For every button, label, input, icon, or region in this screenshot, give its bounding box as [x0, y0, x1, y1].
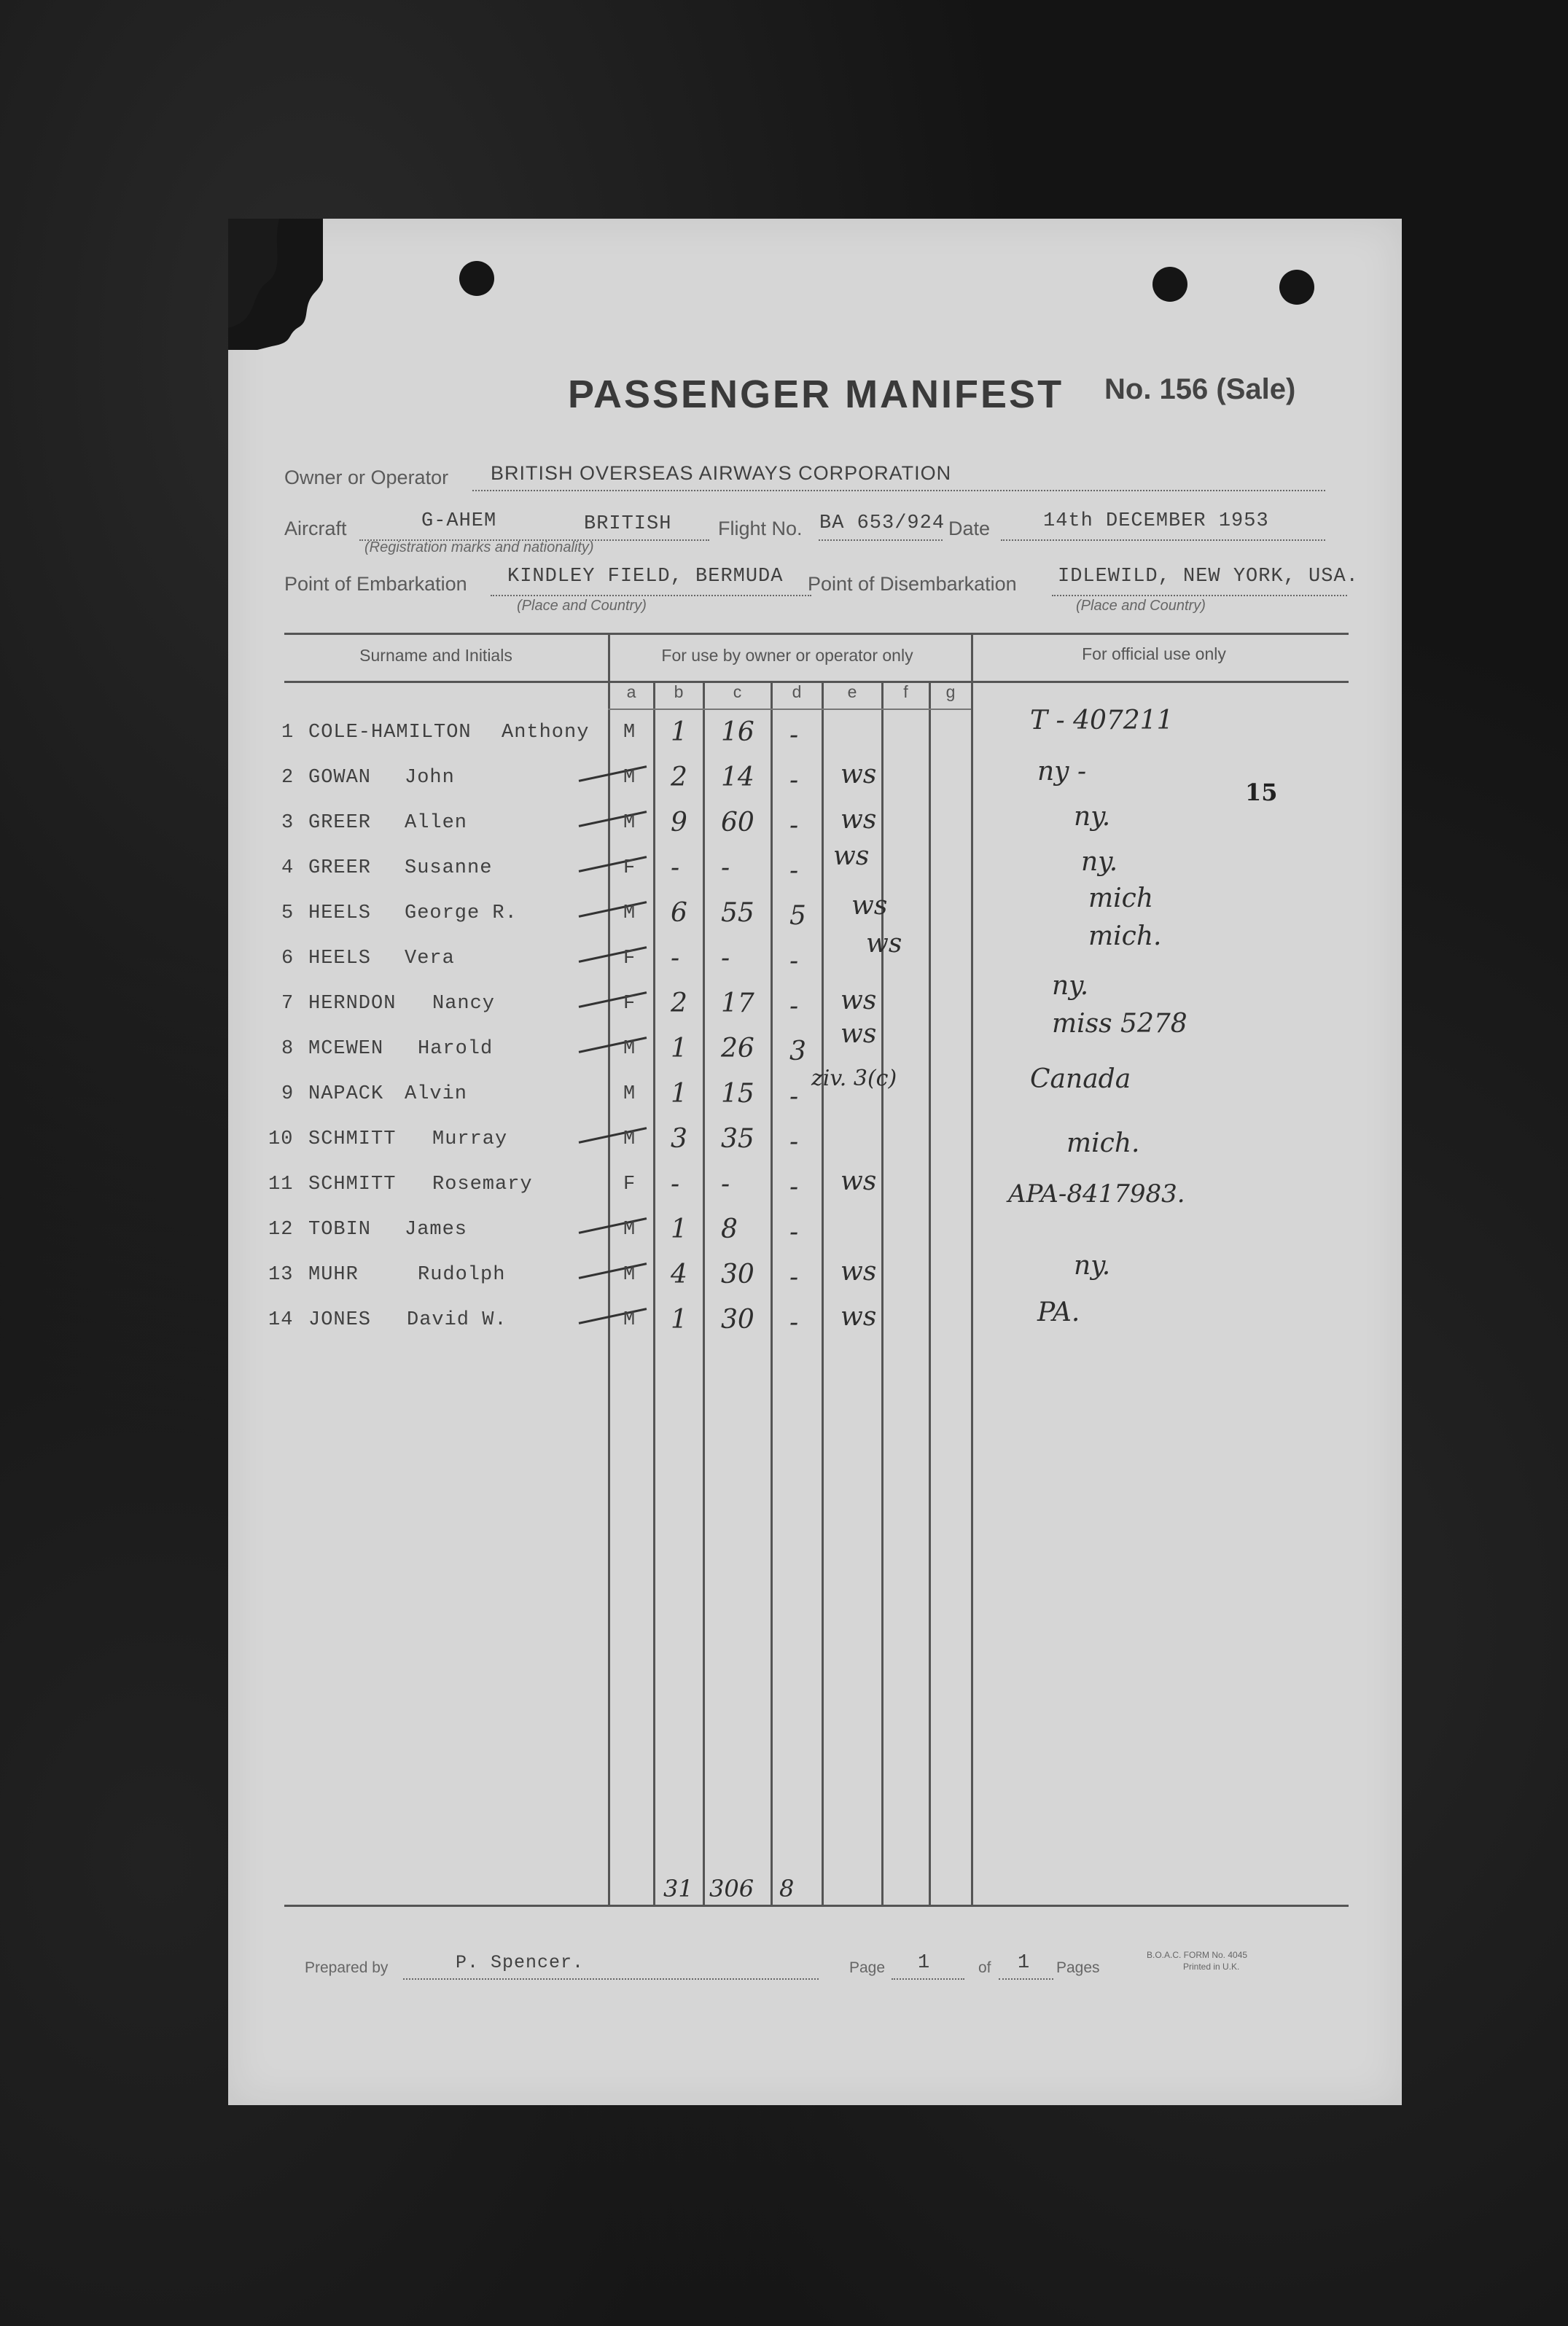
row-c: 15 [721, 1079, 754, 1109]
row-c: 60 [721, 808, 754, 838]
row-e: ws [840, 1166, 877, 1196]
row-first-name: Nancy [432, 993, 496, 1015]
row-sex: M [623, 1128, 636, 1150]
row-b: 1 [671, 1034, 687, 1064]
table-row [228, 706, 1402, 765]
disembark-line [1052, 595, 1347, 596]
punch-hole-right-1 [1152, 267, 1187, 302]
row-number: 13 [268, 1264, 294, 1286]
row-first-name: Susanne [405, 857, 493, 879]
row-sex: M [623, 1038, 636, 1060]
punch-hole-left [459, 261, 494, 296]
date-value: 14th DECEMBER 1953 [1043, 510, 1269, 532]
owner-line [472, 490, 1325, 491]
of-line [999, 1978, 1053, 1980]
row-b: 1 [671, 1079, 687, 1109]
row-e: ws [840, 1302, 877, 1332]
row-b: 2 [671, 988, 687, 1018]
flight-label: Flight No. [718, 518, 803, 539]
row-number: 10 [268, 1128, 294, 1150]
row-number: 14 [268, 1309, 294, 1331]
row-official: PA. [1037, 1297, 1080, 1327]
table-row [228, 841, 1402, 901]
col-owner-header: For use by owner or operator only [661, 646, 913, 665]
row-e: ws [866, 929, 902, 959]
row-surname: HEELS [308, 948, 372, 969]
row-b: 1 [671, 1214, 687, 1244]
row-first-name: Murray [432, 1128, 508, 1150]
embark-value: KINDLEY FIELD, BERMUDA [507, 566, 784, 588]
row-number: 11 [268, 1174, 294, 1195]
row-first-name: Rudolph [418, 1264, 506, 1286]
row-number: 8 [281, 1038, 295, 1060]
disembark-value: IDLEWILD, NEW YORK, USA. [1058, 566, 1359, 588]
row-c: 8 [721, 1214, 738, 1244]
row-number: 3 [281, 812, 295, 834]
row-surname: COLE-HAMILTON [308, 722, 472, 744]
row-official: ny. [1081, 847, 1118, 877]
row-b: 3 [671, 1124, 687, 1154]
row-b: - [671, 853, 680, 883]
sub-col-g: g [945, 682, 956, 701]
row-first-name: John [405, 767, 455, 789]
row-c: - [721, 853, 730, 883]
form-number: B.O.A.C. FORM No. 4045 [1147, 1950, 1248, 1960]
row-c: 30 [721, 1305, 754, 1335]
row-e: ws [840, 805, 877, 835]
row-b: 2 [671, 762, 687, 792]
page-line [892, 1978, 964, 1980]
row-official: miss 5278 [1052, 1009, 1187, 1039]
row-d: 3 [789, 1037, 806, 1066]
row-b: 9 [671, 808, 687, 838]
form-printed: Printed in U.K. [1183, 1962, 1240, 1972]
check-stroke [579, 765, 647, 782]
row-number: 2 [281, 767, 295, 789]
row-c: 26 [721, 1034, 754, 1064]
row-surname: HEELS [308, 902, 372, 924]
sub-col-a: a [626, 682, 636, 701]
row-sex: F [623, 948, 636, 969]
manifest-number: No. 156 (Sale) [1104, 373, 1296, 405]
row-sex: M [623, 1083, 636, 1105]
row-number: 7 [281, 993, 295, 1015]
nationality-value: BRITISH [584, 513, 672, 535]
row-official: mich. [1088, 921, 1162, 951]
total-c: 306 [709, 1875, 754, 1902]
sub-col-e: e [847, 682, 857, 701]
table-row [228, 971, 1402, 1037]
row-number: 6 [281, 948, 295, 969]
flight-value: BA 653/924 [819, 512, 945, 534]
row-d: - [789, 991, 799, 1021]
sub-col-c: c [733, 682, 742, 701]
check-stroke [579, 1308, 647, 1324]
row-first-name: Harold [418, 1038, 494, 1060]
row-surname: SCHMITT [308, 1128, 397, 1150]
sub-col-d: d [792, 682, 802, 701]
punch-hole-right-2 [1279, 270, 1314, 305]
page-label: Page [849, 1959, 886, 1976]
row-b: - [671, 943, 680, 973]
row-surname: JONES [308, 1309, 372, 1331]
manifest-sheet [228, 219, 1402, 2105]
row-sex: M [623, 722, 636, 744]
row-b: 6 [671, 898, 687, 928]
row-c: - [721, 943, 730, 973]
row-surname: MCEWEN [308, 1038, 384, 1060]
page-title: PASSENGER MANIFEST [568, 372, 1064, 416]
row-sex: F [623, 857, 636, 879]
row-surname: TOBIN [308, 1219, 372, 1241]
row-sex: M [623, 812, 636, 834]
aircraft-sub: (Registration marks and nationality) [364, 539, 594, 555]
row-first-name: Vera [405, 948, 455, 969]
row-b: 1 [671, 1305, 687, 1335]
row-d: - [789, 1172, 799, 1202]
row-e: ws [840, 1257, 877, 1287]
row-sex: M [623, 1264, 636, 1286]
row-d: - [789, 1217, 799, 1247]
col-surname-header: Surname and Initials [359, 646, 512, 665]
table-row [228, 1214, 1402, 1262]
table-top-rule [284, 633, 1349, 635]
row-surname: HERNDON [308, 993, 397, 1015]
disembark-label: Point of Disembarkation [808, 573, 1017, 595]
table-row [228, 1297, 1402, 1353]
row-c: - [721, 1169, 730, 1199]
row-c: 17 [721, 988, 754, 1018]
total-b: 31 [663, 1875, 693, 1902]
row-first-name: Anthony [502, 722, 590, 744]
row-sex: M [623, 767, 636, 789]
row-official: mich [1088, 883, 1153, 913]
date-label: Date [948, 518, 991, 539]
embark-label: Point of Embarkation [284, 573, 467, 595]
table-row [228, 802, 1402, 856]
row-e: ws [840, 986, 877, 1015]
table-row [228, 757, 1402, 811]
check-stroke [579, 1262, 647, 1279]
sub-col-rule [608, 709, 971, 710]
row-first-name: Alvin [405, 1083, 468, 1105]
row-c: 35 [721, 1124, 754, 1154]
row-official: APA-8417983. [1008, 1179, 1185, 1209]
row-e: ws [840, 760, 877, 789]
row-surname: MUHR [308, 1264, 359, 1286]
row-e: ws [851, 891, 888, 921]
row-b: 4 [671, 1260, 687, 1289]
table-row [228, 1124, 1402, 1172]
page-value: 1 [918, 1952, 931, 1974]
row-d: - [789, 1082, 799, 1112]
check-stroke [579, 811, 647, 827]
sub-col-b: b [674, 682, 684, 701]
row-sex: F [623, 993, 636, 1015]
embark-sub: (Place and Country) [517, 598, 647, 614]
row-c: 30 [721, 1260, 754, 1289]
row-official: ny - [1037, 757, 1087, 787]
row-d: - [789, 1308, 799, 1338]
row-number: 1 [281, 722, 295, 744]
row-official: ny. [1074, 1251, 1111, 1281]
aircraft-label: Aircraft [284, 518, 347, 539]
disembark-sub: (Place and Country) [1076, 598, 1206, 614]
owner-label: Owner or Operator [284, 467, 449, 488]
pages-label: Pages [1056, 1959, 1100, 1976]
row-first-name: Allen [405, 812, 468, 834]
row-first-name: James [405, 1219, 468, 1241]
row-surname: GREER [308, 857, 372, 879]
row-d: - [789, 856, 799, 886]
check-stroke [579, 1037, 647, 1053]
row-official: Canada [1030, 1064, 1131, 1094]
owner-value: BRITISH OVERSEAS AIRWAYS CORPORATION [491, 462, 952, 484]
table-row [228, 1251, 1402, 1308]
row-sex: M [623, 902, 636, 924]
aircraft-value: G-AHEM [421, 510, 497, 532]
row-e: ws [833, 841, 870, 871]
col-official-header: For official use only [1082, 644, 1226, 663]
row-c: 16 [721, 717, 754, 747]
margin-number: 15 [1245, 778, 1278, 806]
row-e: ziv. 3(c) [811, 1066, 897, 1091]
row-d: - [789, 720, 799, 750]
row-first-name: George R. [405, 902, 518, 924]
row-d: - [789, 811, 799, 840]
prepared-value: P. Spencer. [456, 1952, 585, 1973]
passenger-rows [228, 706, 1402, 1560]
row-b: - [671, 1169, 680, 1199]
date-line [1001, 539, 1325, 541]
check-stroke [579, 1127, 647, 1144]
row-official: ny. [1052, 971, 1089, 1001]
prepared-label: Prepared by [305, 1959, 389, 1976]
row-sex: M [623, 1309, 636, 1331]
torn-corner [228, 219, 323, 350]
row-d: 5 [789, 901, 806, 931]
row-e: ws [840, 1019, 877, 1049]
table-bottom-rule [284, 1905, 1349, 1907]
check-stroke [579, 1217, 647, 1234]
row-surname: NAPACK [308, 1083, 384, 1105]
row-first-name: David W. [407, 1309, 507, 1331]
table-row [228, 921, 1402, 991]
row-number: 5 [281, 902, 295, 924]
table-row [228, 883, 1402, 946]
row-c: 14 [721, 762, 754, 792]
sub-col-f: f [903, 682, 908, 701]
row-surname: GREER [308, 812, 372, 834]
check-stroke [579, 946, 647, 963]
check-stroke [579, 856, 647, 873]
flight-line [819, 539, 943, 541]
row-number: 12 [268, 1219, 294, 1241]
row-surname: GOWAN [308, 767, 372, 789]
check-stroke [579, 901, 647, 918]
row-d: - [789, 1127, 799, 1157]
row-official: T - 407211 [1030, 706, 1174, 735]
of-value: 1 [1018, 1952, 1031, 1974]
table-row [228, 1064, 1402, 1127]
row-c: 55 [721, 898, 754, 928]
row-number: 4 [281, 857, 295, 879]
row-sex: M [623, 1219, 636, 1241]
row-d: - [789, 946, 799, 976]
check-stroke [579, 991, 647, 1008]
row-d: - [789, 1262, 799, 1292]
row-official: mich. [1066, 1128, 1140, 1158]
table-row [228, 1166, 1402, 1217]
row-official: ny. [1074, 802, 1111, 832]
of-label: of [978, 1959, 991, 1976]
row-surname: SCHMITT [308, 1174, 397, 1195]
total-d: 8 [779, 1875, 795, 1902]
row-d: - [789, 765, 799, 795]
row-b: 1 [671, 717, 687, 747]
prepared-line [403, 1978, 819, 1980]
row-first-name: Rosemary [432, 1174, 533, 1195]
row-number: 9 [281, 1083, 295, 1105]
embark-line [491, 595, 811, 596]
row-sex: F [623, 1174, 636, 1195]
